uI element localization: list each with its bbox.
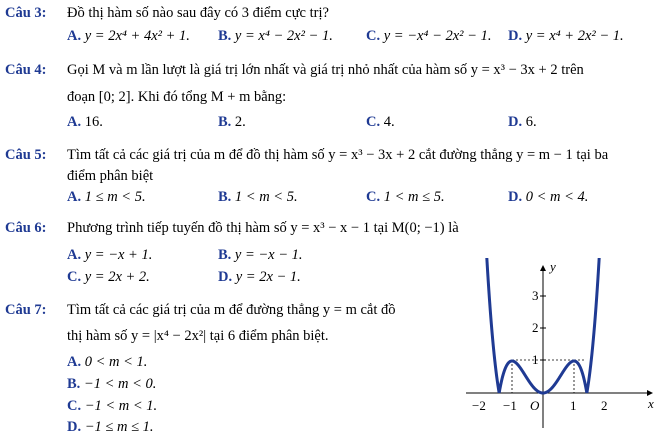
question-5-text-line2: điểm phân biệt <box>67 168 154 184</box>
q6-option-a[interactable] <box>67 246 152 264</box>
option-text: y = 2x⁴ + 4x² + 1. <box>84 28 190 44</box>
option-key: C. <box>67 269 82 285</box>
y-tick-label: 1 <box>532 352 539 367</box>
option-key: D. <box>67 419 82 435</box>
q5-option-c[interactable] <box>366 188 445 206</box>
function-graph <box>460 258 660 433</box>
option-key: D. <box>508 189 523 205</box>
option-key: C. <box>366 189 381 205</box>
q3-option-a[interactable] <box>67 27 190 45</box>
y-tick-label: 3 <box>532 288 539 303</box>
question-6-label: Câu 6: <box>5 220 47 236</box>
option-key: C. <box>67 398 82 414</box>
q5-option-d[interactable] <box>508 188 588 206</box>
option-key: B. <box>67 376 81 392</box>
option-key: C. <box>366 28 381 44</box>
option-text: 2. <box>234 114 246 130</box>
option-text: y = x⁴ + 2x² − 1. <box>525 28 624 44</box>
option-text: 1 ≤ m < 5. <box>84 189 146 205</box>
x-tick-label: −1 <box>503 398 517 413</box>
option-text: 1 < m ≤ 5. <box>383 189 445 205</box>
option-text: 16. <box>84 114 103 130</box>
x-tick-label: 1 <box>570 398 577 413</box>
option-text: −1 < m < 0. <box>83 376 157 392</box>
q6-option-c[interactable] <box>67 268 150 286</box>
option-key: B. <box>218 114 232 130</box>
option-key: C. <box>366 114 381 130</box>
q7-option-a[interactable] <box>67 353 147 371</box>
y-axis-label: y <box>550 259 556 274</box>
q7-option-b[interactable] <box>67 375 156 393</box>
option-text: 1 < m < 5. <box>234 189 298 205</box>
option-text: −1 ≤ m ≤ 1. <box>84 419 154 435</box>
q5-option-b[interactable] <box>218 188 298 206</box>
q4-option-c[interactable] <box>366 113 395 131</box>
option-text: 4. <box>383 114 395 130</box>
q3-option-c[interactable] <box>366 27 491 45</box>
q3-option-d[interactable] <box>508 27 624 45</box>
option-text: y = −x⁴ − 2x² − 1. <box>383 28 492 44</box>
option-key: D. <box>218 269 233 285</box>
question-4-text-line2: đoạn [0; 2]. Khi đó tổng M + m bằng: <box>67 89 287 105</box>
option-key: B. <box>218 247 232 263</box>
option-text: y = x⁴ − 2x² − 1. <box>234 28 333 44</box>
question-5-text-line1: Tìm tất cả các giá trị của m để đồ thị hàm số y = x³ − 3x + 2 cắt đường thẳng y = m − 1 tại ba <box>67 147 609 163</box>
question-7-text-line2: thị hàm số y = |x⁴ − 2x²| tại 6 điểm phân biệt. <box>67 328 329 344</box>
option-key: A. <box>67 354 82 370</box>
option-text: −1 < m < 1. <box>84 398 158 414</box>
q3-option-b[interactable] <box>218 27 333 45</box>
question-3-label: Câu 3: <box>5 5 47 21</box>
q6-option-b[interactable] <box>218 246 303 264</box>
x-tick-label: 2 <box>601 398 608 413</box>
question-3-text: Đồ thị hàm số nào sau đây có 3 điểm cực trị? <box>67 5 329 21</box>
q7-option-c[interactable] <box>67 397 157 415</box>
q6-option-d[interactable] <box>218 268 301 286</box>
origin-label: O <box>530 398 540 413</box>
x-tick-label: −2 <box>472 398 486 413</box>
option-text: 0 < m < 1. <box>84 354 148 370</box>
option-text: 0 < m < 4. <box>525 189 589 205</box>
option-text: 6. <box>525 114 537 130</box>
q4-option-a[interactable] <box>67 113 103 131</box>
option-key: A. <box>67 247 82 263</box>
q4-option-b[interactable] <box>218 113 246 131</box>
option-key: A. <box>67 28 82 44</box>
q4-option-d[interactable] <box>508 113 537 131</box>
option-text: y = 2x + 2. <box>84 269 150 285</box>
question-6-text: Phương trình tiếp tuyến đồ thị hàm số y = x³ − x − 1 tại M(0; −1) là <box>67 220 459 236</box>
option-text: y = −x − 1. <box>234 247 303 263</box>
option-text: y = −x + 1. <box>84 247 153 263</box>
question-4-label: Câu 4: <box>5 62 47 78</box>
option-key: A. <box>67 189 82 205</box>
option-text: y = 2x − 1. <box>235 269 301 285</box>
question-5-label: Câu 5: <box>5 147 47 163</box>
option-key: B. <box>218 189 232 205</box>
option-key: D. <box>508 28 523 44</box>
option-key: B. <box>218 28 232 44</box>
x-axis-label: x <box>648 396 654 411</box>
q7-option-d[interactable] <box>67 418 154 436</box>
question-4-text-line1: Gọi M và m lần lượt là giá trị lớn nhất và giá trị nhỏ nhất của hàm số y = x³ − 3x + 2 trên <box>67 62 584 78</box>
question-7-label: Câu 7: <box>5 302 47 318</box>
option-key: A. <box>67 114 82 130</box>
question-7-text-line1: Tìm tất cả các giá trị của m để đường thẳng y = m cắt đồ <box>67 302 396 318</box>
option-key: D. <box>508 114 523 130</box>
y-tick-label: 2 <box>532 320 539 335</box>
q5-option-a[interactable] <box>67 188 146 206</box>
